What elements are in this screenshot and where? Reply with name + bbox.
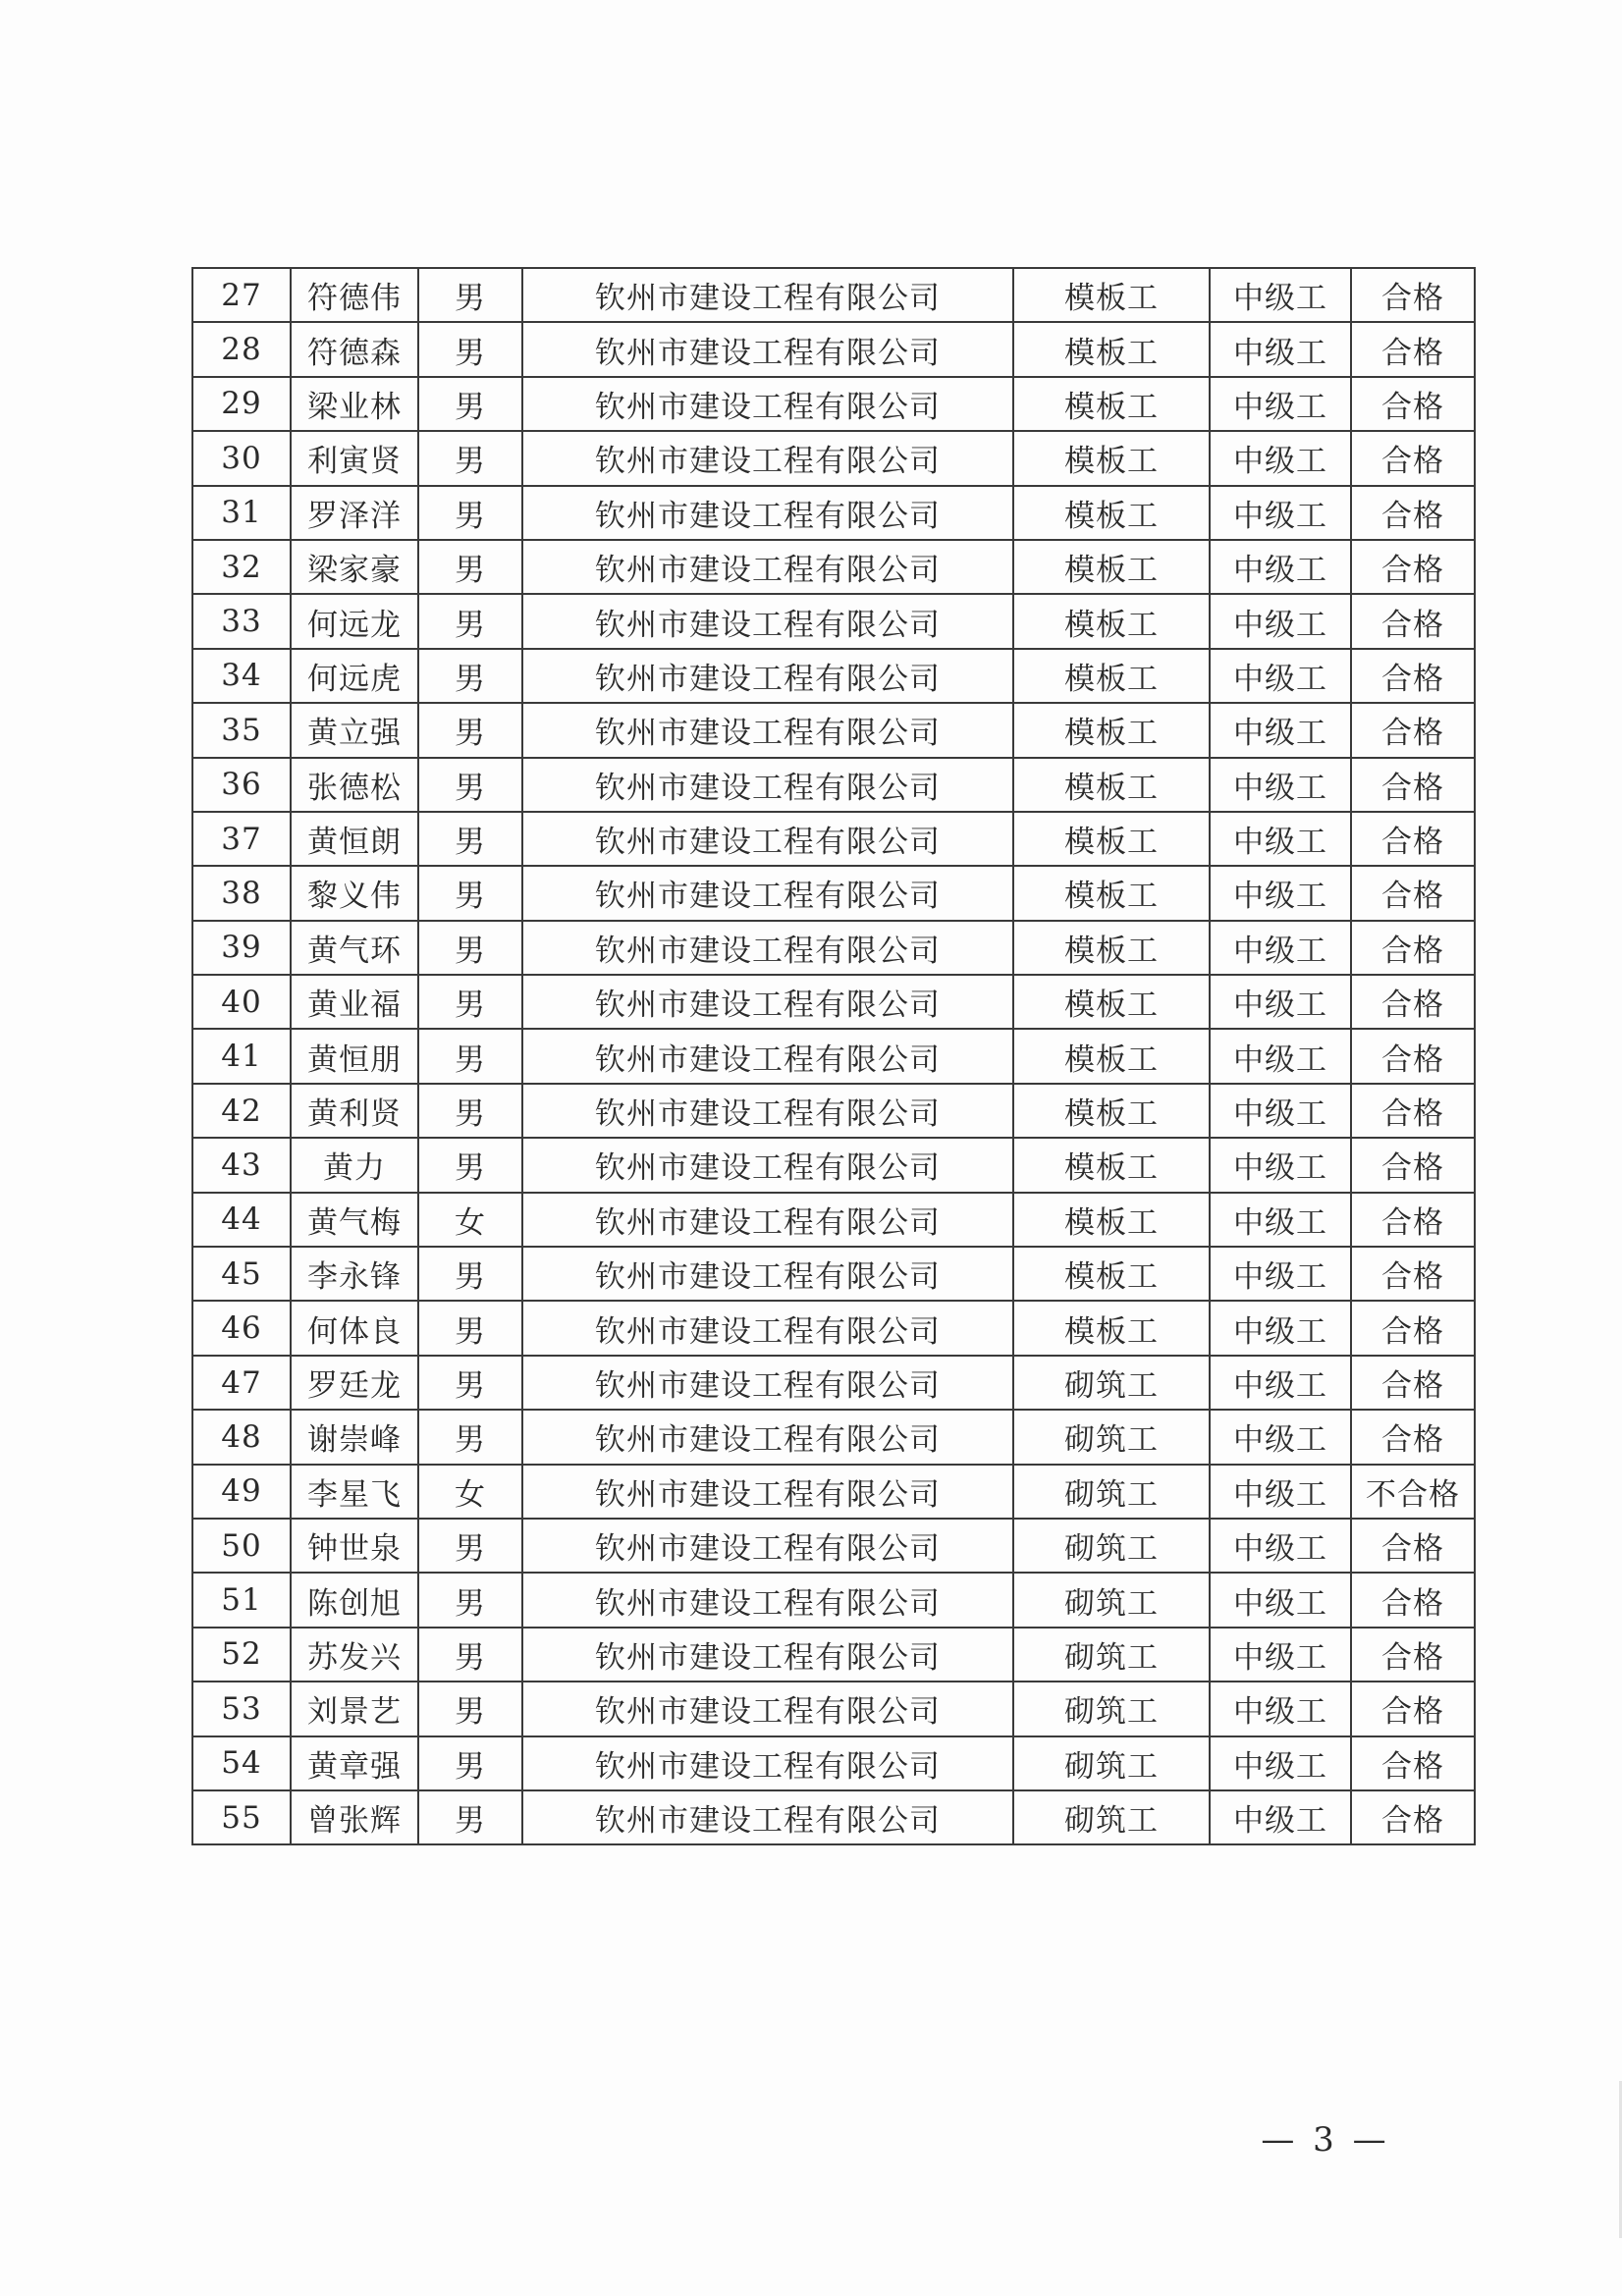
organization-cell: 钦州市建设工程有限公司 xyxy=(522,1465,1013,1519)
trade-cell: 砌筑工 xyxy=(1013,1682,1210,1735)
row-number-cell: 35 xyxy=(192,703,291,757)
organization-cell: 钦州市建设工程有限公司 xyxy=(522,486,1013,540)
gender-cell: 男 xyxy=(418,812,522,866)
row-number-cell: 44 xyxy=(192,1193,291,1247)
table-row xyxy=(192,1736,1475,1790)
trade-cell: 模板工 xyxy=(1013,486,1210,540)
result-cell: 合格 xyxy=(1351,812,1475,866)
table-row xyxy=(192,812,1475,866)
row-number-cell: 52 xyxy=(192,1628,291,1682)
skill-level-cell: 中级工 xyxy=(1210,540,1351,594)
skill-level-cell: 中级工 xyxy=(1210,322,1351,376)
result-cell: 合格 xyxy=(1351,1573,1475,1627)
name-cell: 梁业林 xyxy=(291,377,418,431)
result-cell: 合格 xyxy=(1351,975,1475,1029)
organization-cell: 钦州市建设工程有限公司 xyxy=(522,1193,1013,1247)
result-cell: 合格 xyxy=(1351,1519,1475,1573)
organization-cell: 钦州市建设工程有限公司 xyxy=(522,1138,1013,1192)
name-cell: 黄恒朋 xyxy=(291,1029,418,1083)
trade-cell: 砌筑工 xyxy=(1013,1519,1210,1573)
table-row xyxy=(192,594,1475,648)
gender-cell: 女 xyxy=(418,1465,522,1519)
table-row xyxy=(192,975,1475,1029)
result-cell: 合格 xyxy=(1351,1682,1475,1735)
trade-cell: 模板工 xyxy=(1013,1301,1210,1355)
table-row xyxy=(192,1247,1475,1301)
table-row xyxy=(192,1084,1475,1138)
skill-level-cell: 中级工 xyxy=(1210,268,1351,322)
table-row xyxy=(192,1573,1475,1627)
name-cell: 黄气环 xyxy=(291,921,418,975)
name-cell: 黄章强 xyxy=(291,1736,418,1790)
organization-cell: 钦州市建设工程有限公司 xyxy=(522,703,1013,757)
result-cell: 合格 xyxy=(1351,431,1475,485)
name-cell: 符德伟 xyxy=(291,268,418,322)
trade-cell: 砌筑工 xyxy=(1013,1465,1210,1519)
name-cell: 苏发兴 xyxy=(291,1628,418,1682)
trade-cell: 模板工 xyxy=(1013,1138,1210,1192)
gender-cell: 男 xyxy=(418,540,522,594)
organization-cell: 钦州市建设工程有限公司 xyxy=(522,975,1013,1029)
name-cell: 黄利贤 xyxy=(291,1084,418,1138)
skill-level-cell: 中级工 xyxy=(1210,1628,1351,1682)
trade-cell: 模板工 xyxy=(1013,431,1210,485)
trade-cell: 砌筑工 xyxy=(1013,1356,1210,1410)
result-cell: 合格 xyxy=(1351,1356,1475,1410)
gender-cell: 男 xyxy=(418,758,522,812)
gender-cell: 男 xyxy=(418,1247,522,1301)
row-number-cell: 32 xyxy=(192,540,291,594)
trade-cell: 模板工 xyxy=(1013,866,1210,920)
row-number-cell: 49 xyxy=(192,1465,291,1519)
trade-cell: 模板工 xyxy=(1013,268,1210,322)
result-cell: 合格 xyxy=(1351,1628,1475,1682)
skill-level-cell: 中级工 xyxy=(1210,1790,1351,1844)
trade-cell: 砌筑工 xyxy=(1013,1736,1210,1790)
result-cell: 合格 xyxy=(1351,377,1475,431)
skill-level-cell: 中级工 xyxy=(1210,866,1351,920)
row-number-cell: 36 xyxy=(192,758,291,812)
row-number-cell: 54 xyxy=(192,1736,291,1790)
table-row xyxy=(192,758,1475,812)
result-cell: 合格 xyxy=(1351,649,1475,703)
name-cell: 李永锋 xyxy=(291,1247,418,1301)
trade-cell: 模板工 xyxy=(1013,1193,1210,1247)
result-cell: 合格 xyxy=(1351,1301,1475,1355)
trade-cell: 模板工 xyxy=(1013,921,1210,975)
trade-cell: 模板工 xyxy=(1013,703,1210,757)
skill-level-cell: 中级工 xyxy=(1210,1573,1351,1627)
trade-cell: 模板工 xyxy=(1013,1084,1210,1138)
name-cell: 黄气梅 xyxy=(291,1193,418,1247)
row-number-cell: 37 xyxy=(192,812,291,866)
organization-cell: 钦州市建设工程有限公司 xyxy=(522,649,1013,703)
gender-cell: 男 xyxy=(418,703,522,757)
gender-cell: 男 xyxy=(418,866,522,920)
row-number-cell: 29 xyxy=(192,377,291,431)
organization-cell: 钦州市建设工程有限公司 xyxy=(522,1519,1013,1573)
table-row xyxy=(192,1790,1475,1844)
trade-cell: 模板工 xyxy=(1013,377,1210,431)
result-cell: 合格 xyxy=(1351,540,1475,594)
result-cell: 合格 xyxy=(1351,1084,1475,1138)
row-number-cell: 46 xyxy=(192,1301,291,1355)
trade-cell: 模板工 xyxy=(1013,975,1210,1029)
result-cell: 合格 xyxy=(1351,1790,1475,1844)
name-cell: 罗泽洋 xyxy=(291,486,418,540)
gender-cell: 男 xyxy=(418,486,522,540)
name-cell: 罗廷龙 xyxy=(291,1356,418,1410)
row-number-cell: 55 xyxy=(192,1790,291,1844)
skill-level-cell: 中级工 xyxy=(1210,758,1351,812)
organization-cell: 钦州市建设工程有限公司 xyxy=(522,540,1013,594)
trade-cell: 模板工 xyxy=(1013,812,1210,866)
result-cell: 合格 xyxy=(1351,268,1475,322)
trade-cell: 砌筑工 xyxy=(1013,1573,1210,1627)
organization-cell: 钦州市建设工程有限公司 xyxy=(522,431,1013,485)
trade-cell: 模板工 xyxy=(1013,758,1210,812)
table-row xyxy=(192,866,1475,920)
trade-cell: 模板工 xyxy=(1013,322,1210,376)
name-cell: 黄业福 xyxy=(291,975,418,1029)
table-row xyxy=(192,486,1475,540)
result-cell: 合格 xyxy=(1351,1247,1475,1301)
skill-level-cell: 中级工 xyxy=(1210,1465,1351,1519)
gender-cell: 男 xyxy=(418,975,522,1029)
table-row xyxy=(192,540,1475,594)
gender-cell: 女 xyxy=(418,1193,522,1247)
skill-level-cell: 中级工 xyxy=(1210,921,1351,975)
result-cell: 合格 xyxy=(1351,486,1475,540)
gender-cell: 男 xyxy=(418,1356,522,1410)
gender-cell: 男 xyxy=(418,1736,522,1790)
result-cell: 合格 xyxy=(1351,1410,1475,1464)
skill-level-cell: 中级工 xyxy=(1210,1519,1351,1573)
name-cell: 谢崇峰 xyxy=(291,1410,418,1464)
table-row xyxy=(192,1519,1475,1573)
gender-cell: 男 xyxy=(418,1138,522,1192)
skill-level-cell: 中级工 xyxy=(1210,1682,1351,1735)
skill-level-cell: 中级工 xyxy=(1210,1029,1351,1083)
gender-cell: 男 xyxy=(418,431,522,485)
organization-cell: 钦州市建设工程有限公司 xyxy=(522,758,1013,812)
row-number-cell: 50 xyxy=(192,1519,291,1573)
row-number-cell: 39 xyxy=(192,921,291,975)
gender-cell: 男 xyxy=(418,1790,522,1844)
skill-level-cell: 中级工 xyxy=(1210,1247,1351,1301)
trade-cell: 砌筑工 xyxy=(1013,1790,1210,1844)
gender-cell: 男 xyxy=(418,1573,522,1627)
row-number-cell: 42 xyxy=(192,1084,291,1138)
table-row xyxy=(192,1301,1475,1355)
trade-cell: 砌筑工 xyxy=(1013,1628,1210,1682)
organization-cell: 钦州市建设工程有限公司 xyxy=(522,1247,1013,1301)
result-cell: 合格 xyxy=(1351,1736,1475,1790)
result-cell: 合格 xyxy=(1351,322,1475,376)
skill-level-cell: 中级工 xyxy=(1210,431,1351,485)
result-cell: 合格 xyxy=(1351,594,1475,648)
organization-cell: 钦州市建设工程有限公司 xyxy=(522,1628,1013,1682)
gender-cell: 男 xyxy=(418,1682,522,1735)
organization-cell: 钦州市建设工程有限公司 xyxy=(522,268,1013,322)
trade-cell: 模板工 xyxy=(1013,1029,1210,1083)
result-cell: 合格 xyxy=(1351,703,1475,757)
row-number-cell: 28 xyxy=(192,322,291,376)
name-cell: 黄恒朗 xyxy=(291,812,418,866)
result-cell: 不合格 xyxy=(1351,1465,1475,1519)
row-number-cell: 34 xyxy=(192,649,291,703)
organization-cell: 钦州市建设工程有限公司 xyxy=(522,594,1013,648)
organization-cell: 钦州市建设工程有限公司 xyxy=(522,921,1013,975)
name-cell: 张德松 xyxy=(291,758,418,812)
skill-level-cell: 中级工 xyxy=(1210,703,1351,757)
gender-cell: 男 xyxy=(418,1519,522,1573)
row-number-cell: 45 xyxy=(192,1247,291,1301)
name-cell: 符德森 xyxy=(291,322,418,376)
skill-level-cell: 中级工 xyxy=(1210,812,1351,866)
name-cell: 黄立强 xyxy=(291,703,418,757)
table-row xyxy=(192,1410,1475,1464)
organization-cell: 钦州市建设工程有限公司 xyxy=(522,1790,1013,1844)
name-cell: 利寅贤 xyxy=(291,431,418,485)
organization-cell: 钦州市建设工程有限公司 xyxy=(522,322,1013,376)
table-row xyxy=(192,1193,1475,1247)
name-cell: 刘景艺 xyxy=(291,1682,418,1735)
organization-cell: 钦州市建设工程有限公司 xyxy=(522,1573,1013,1627)
gender-cell: 男 xyxy=(418,1628,522,1682)
gender-cell: 男 xyxy=(418,377,522,431)
table-row xyxy=(192,1465,1475,1519)
gender-cell: 男 xyxy=(418,268,522,322)
row-number-cell: 27 xyxy=(192,268,291,322)
organization-cell: 钦州市建设工程有限公司 xyxy=(522,1356,1013,1410)
results-table-body xyxy=(192,268,1475,1844)
results-table xyxy=(191,267,1476,1845)
name-cell: 何远龙 xyxy=(291,594,418,648)
row-number-cell: 30 xyxy=(192,431,291,485)
name-cell: 何远虎 xyxy=(291,649,418,703)
row-number-cell: 51 xyxy=(192,1573,291,1627)
name-cell: 黎义伟 xyxy=(291,866,418,920)
trade-cell: 模板工 xyxy=(1013,594,1210,648)
skill-level-cell: 中级工 xyxy=(1210,1356,1351,1410)
gender-cell: 男 xyxy=(418,1084,522,1138)
row-number-cell: 53 xyxy=(192,1682,291,1735)
table-row xyxy=(192,1138,1475,1192)
table-row xyxy=(192,1628,1475,1682)
name-cell: 梁家豪 xyxy=(291,540,418,594)
gender-cell: 男 xyxy=(418,1301,522,1355)
gender-cell: 男 xyxy=(418,1410,522,1464)
name-cell: 何体良 xyxy=(291,1301,418,1355)
result-cell: 合格 xyxy=(1351,1193,1475,1247)
organization-cell: 钦州市建设工程有限公司 xyxy=(522,1084,1013,1138)
page-number: — 3 — xyxy=(1261,2120,1390,2160)
row-number-cell: 31 xyxy=(192,486,291,540)
row-number-cell: 33 xyxy=(192,594,291,648)
skill-level-cell: 中级工 xyxy=(1210,1193,1351,1247)
row-number-cell: 48 xyxy=(192,1410,291,1464)
organization-cell: 钦州市建设工程有限公司 xyxy=(522,377,1013,431)
skill-level-cell: 中级工 xyxy=(1210,1736,1351,1790)
table-row xyxy=(192,268,1475,322)
skill-level-cell: 中级工 xyxy=(1210,1138,1351,1192)
organization-cell: 钦州市建设工程有限公司 xyxy=(522,1682,1013,1735)
table-row xyxy=(192,1029,1475,1083)
result-cell: 合格 xyxy=(1351,921,1475,975)
gender-cell: 男 xyxy=(418,594,522,648)
skill-level-cell: 中级工 xyxy=(1210,486,1351,540)
organization-cell: 钦州市建设工程有限公司 xyxy=(522,1029,1013,1083)
name-cell: 陈创旭 xyxy=(291,1573,418,1627)
gender-cell: 男 xyxy=(418,649,522,703)
skill-level-cell: 中级工 xyxy=(1210,377,1351,431)
table-row xyxy=(192,1356,1475,1410)
skill-level-cell: 中级工 xyxy=(1210,1410,1351,1464)
trade-cell: 模板工 xyxy=(1013,649,1210,703)
skill-level-cell: 中级工 xyxy=(1210,594,1351,648)
organization-cell: 钦州市建设工程有限公司 xyxy=(522,1410,1013,1464)
trade-cell: 模板工 xyxy=(1013,1247,1210,1301)
organization-cell: 钦州市建设工程有限公司 xyxy=(522,866,1013,920)
trade-cell: 模板工 xyxy=(1013,540,1210,594)
name-cell: 黄力 xyxy=(291,1138,418,1192)
table-row xyxy=(192,431,1475,485)
name-cell: 钟世泉 xyxy=(291,1519,418,1573)
organization-cell: 钦州市建设工程有限公司 xyxy=(522,1736,1013,1790)
row-number-cell: 43 xyxy=(192,1138,291,1192)
table-row xyxy=(192,703,1475,757)
table-row xyxy=(192,322,1475,376)
skill-level-cell: 中级工 xyxy=(1210,1084,1351,1138)
skill-level-cell: 中级工 xyxy=(1210,1301,1351,1355)
row-number-cell: 40 xyxy=(192,975,291,1029)
table-row xyxy=(192,1682,1475,1735)
result-cell: 合格 xyxy=(1351,866,1475,920)
table-row xyxy=(192,921,1475,975)
table-row xyxy=(192,377,1475,431)
trade-cell: 砌筑工 xyxy=(1013,1410,1210,1464)
row-number-cell: 41 xyxy=(192,1029,291,1083)
organization-cell: 钦州市建设工程有限公司 xyxy=(522,812,1013,866)
gender-cell: 男 xyxy=(418,322,522,376)
result-cell: 合格 xyxy=(1351,1138,1475,1192)
name-cell: 曾张辉 xyxy=(291,1790,418,1844)
organization-cell: 钦州市建设工程有限公司 xyxy=(522,1301,1013,1355)
name-cell: 李星飞 xyxy=(291,1465,418,1519)
row-number-cell: 47 xyxy=(192,1356,291,1410)
gender-cell: 男 xyxy=(418,1029,522,1083)
result-cell: 合格 xyxy=(1351,1029,1475,1083)
table-row xyxy=(192,649,1475,703)
skill-level-cell: 中级工 xyxy=(1210,649,1351,703)
row-number-cell: 38 xyxy=(192,866,291,920)
gender-cell: 男 xyxy=(418,921,522,975)
result-cell: 合格 xyxy=(1351,758,1475,812)
skill-level-cell: 中级工 xyxy=(1210,975,1351,1029)
